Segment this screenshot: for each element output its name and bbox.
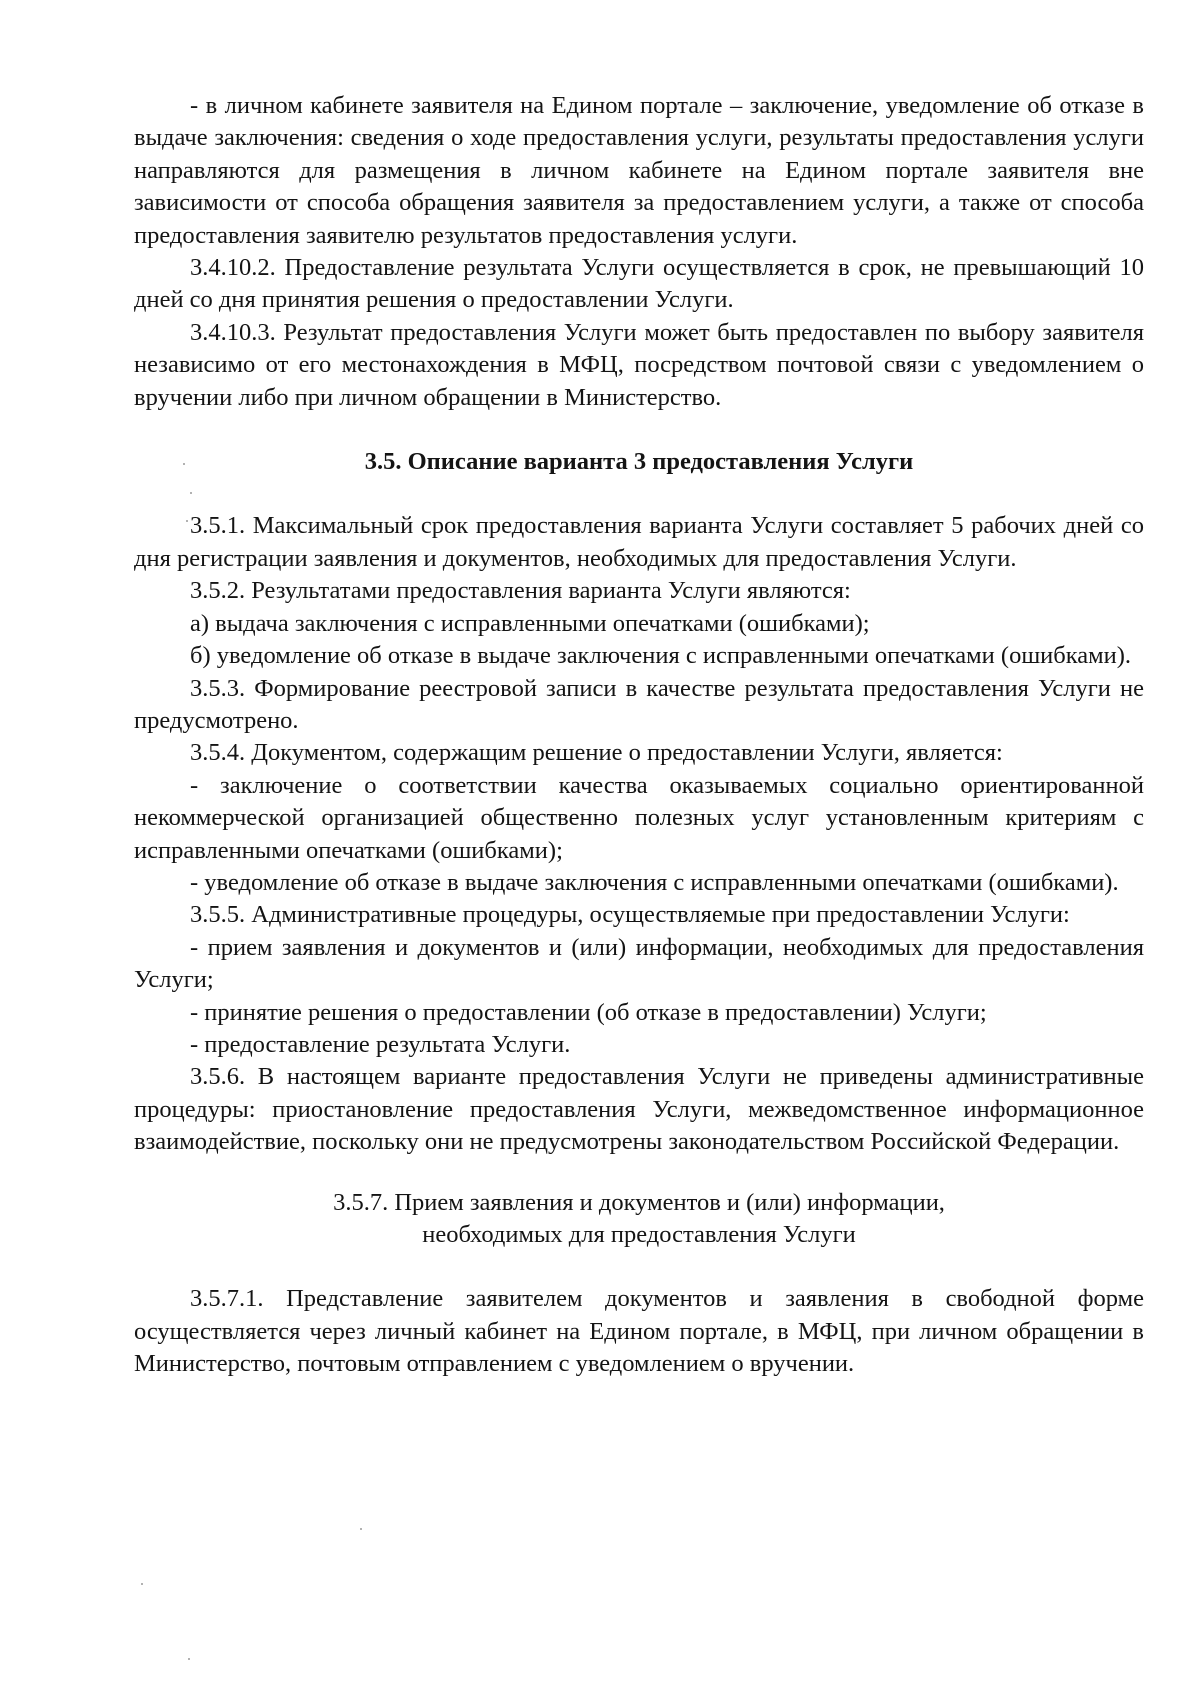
list-item-a: а) выдача заключения с исправленными опечатками (ошибками); — [190, 609, 870, 637]
list-item-conclusion: - заключение о соответствии качества оказываемых социально ориентированной некоммерческой организацией общественно полезных услуг установленным критериям с исправленными опечатками (ошибками); — [134, 771, 1144, 864]
document-page — [134, 90, 1144, 1381]
list-item-result: - предоставление результата Услуги. — [190, 1030, 571, 1058]
spacer — [134, 414, 1144, 446]
scan-speck — [141, 1583, 143, 1585]
scan-speck — [360, 1528, 362, 1530]
scan-speck — [188, 1658, 190, 1660]
scan-speck — [190, 492, 192, 494]
list-item-reception: - прием заявления и документов и (или) информации, необходимых для предоставления Услуги; — [134, 933, 1144, 994]
paragraph-3-4-10-3: 3.4.10.3. Результат предоставления Услуги может быть предоставлен по выбору заявителя независимо от его местонахождения в МФЦ, посредством почтовой связи с уведомлением о вручении либо при личном обращении в Министерство. — [134, 318, 1144, 411]
spacer — [134, 1159, 1144, 1187]
spacer — [134, 478, 1144, 510]
list-item-decision: - принятие решения о предоставлении (об отказе в предоставлении) Услуги; — [190, 998, 987, 1026]
list-item-refusal-notice: - уведомление об отказе в выдаче заключения с исправленными опечатками (ошибками). — [190, 868, 1119, 896]
paragraph-3-4-10-2: 3.4.10.2. Предоставление результата Услуги осуществляется в срок, не превышающий 10 дней со дня принятия решения о предоставлении Услуги. — [134, 254, 1144, 314]
paragraph-3-5-7-1: 3.5.7.1. Представление заявителем документов и заявления в свободной форме осуществляется через личный кабинет на Едином портале, в МФЦ, при личном обращении в Министерство, почтовым отправлением с уведомлением о вручении. — [134, 1285, 1144, 1378]
list-item-b: б) уведомление об отказе в выдаче заключения с исправленными опечатками (ошибками). — [190, 642, 1132, 670]
paragraph-3-5-2: 3.5.2. Результатами предоставления варианта Услуги являются: — [190, 577, 851, 605]
paragraph-3-5-5: 3.5.5. Административные процедуры, осуществляемые при предоставлении Услуги: — [190, 901, 1070, 929]
paragraph-3-5-6: 3.5.6. В настоящем варианте предоставления Услуги не приведены административные процедуры: приостановление предоставления Услуги, межведомственное информационное взаимодействие, поскольку они не предусмотрены законодательством Российской Федерации. — [134, 1063, 1144, 1156]
paragraph-3-5-4: 3.5.4. Документом, содержащим решение о предоставлении Услуги, является: — [190, 739, 1003, 767]
subsection-heading-3-5-7-line1: 3.5.7. Прием заявления и документов и (или) информации, — [333, 1188, 945, 1216]
scan-speck — [186, 520, 188, 522]
section-heading-3-5: 3.5. Описание варианта 3 предоставления Услуги — [364, 448, 914, 476]
paragraph-lk-result: - в личном кабинете заявителя на Едином портале – заключение, уведомление об отказе в выдаче заключения: сведения о ходе предоставления услуги, результаты предоставления услуги направляются для размещения в личном кабинете на Едином портале заявителя вне зависимости от способа обращения заявителя за предоставлением услуги, а также от способа предоставления заявителю результатов предоставления услуги. — [134, 92, 1144, 249]
spacer — [134, 1251, 1144, 1283]
subsection-heading-3-5-7-line2: необходимых для предоставления Услуги — [422, 1221, 856, 1248]
scan-speck — [183, 463, 185, 465]
paragraph-3-5-3: 3.5.3. Формирование реестровой записи в качестве результата предоставления Услуги не предусмотрено. — [134, 674, 1144, 734]
paragraph-3-5-1: 3.5.1. Максимальный срок предоставления варианта Услуги составляет 5 рабочих дней со дня регистрации заявления и документов, необходимых для предоставления Услуги. — [134, 512, 1144, 572]
